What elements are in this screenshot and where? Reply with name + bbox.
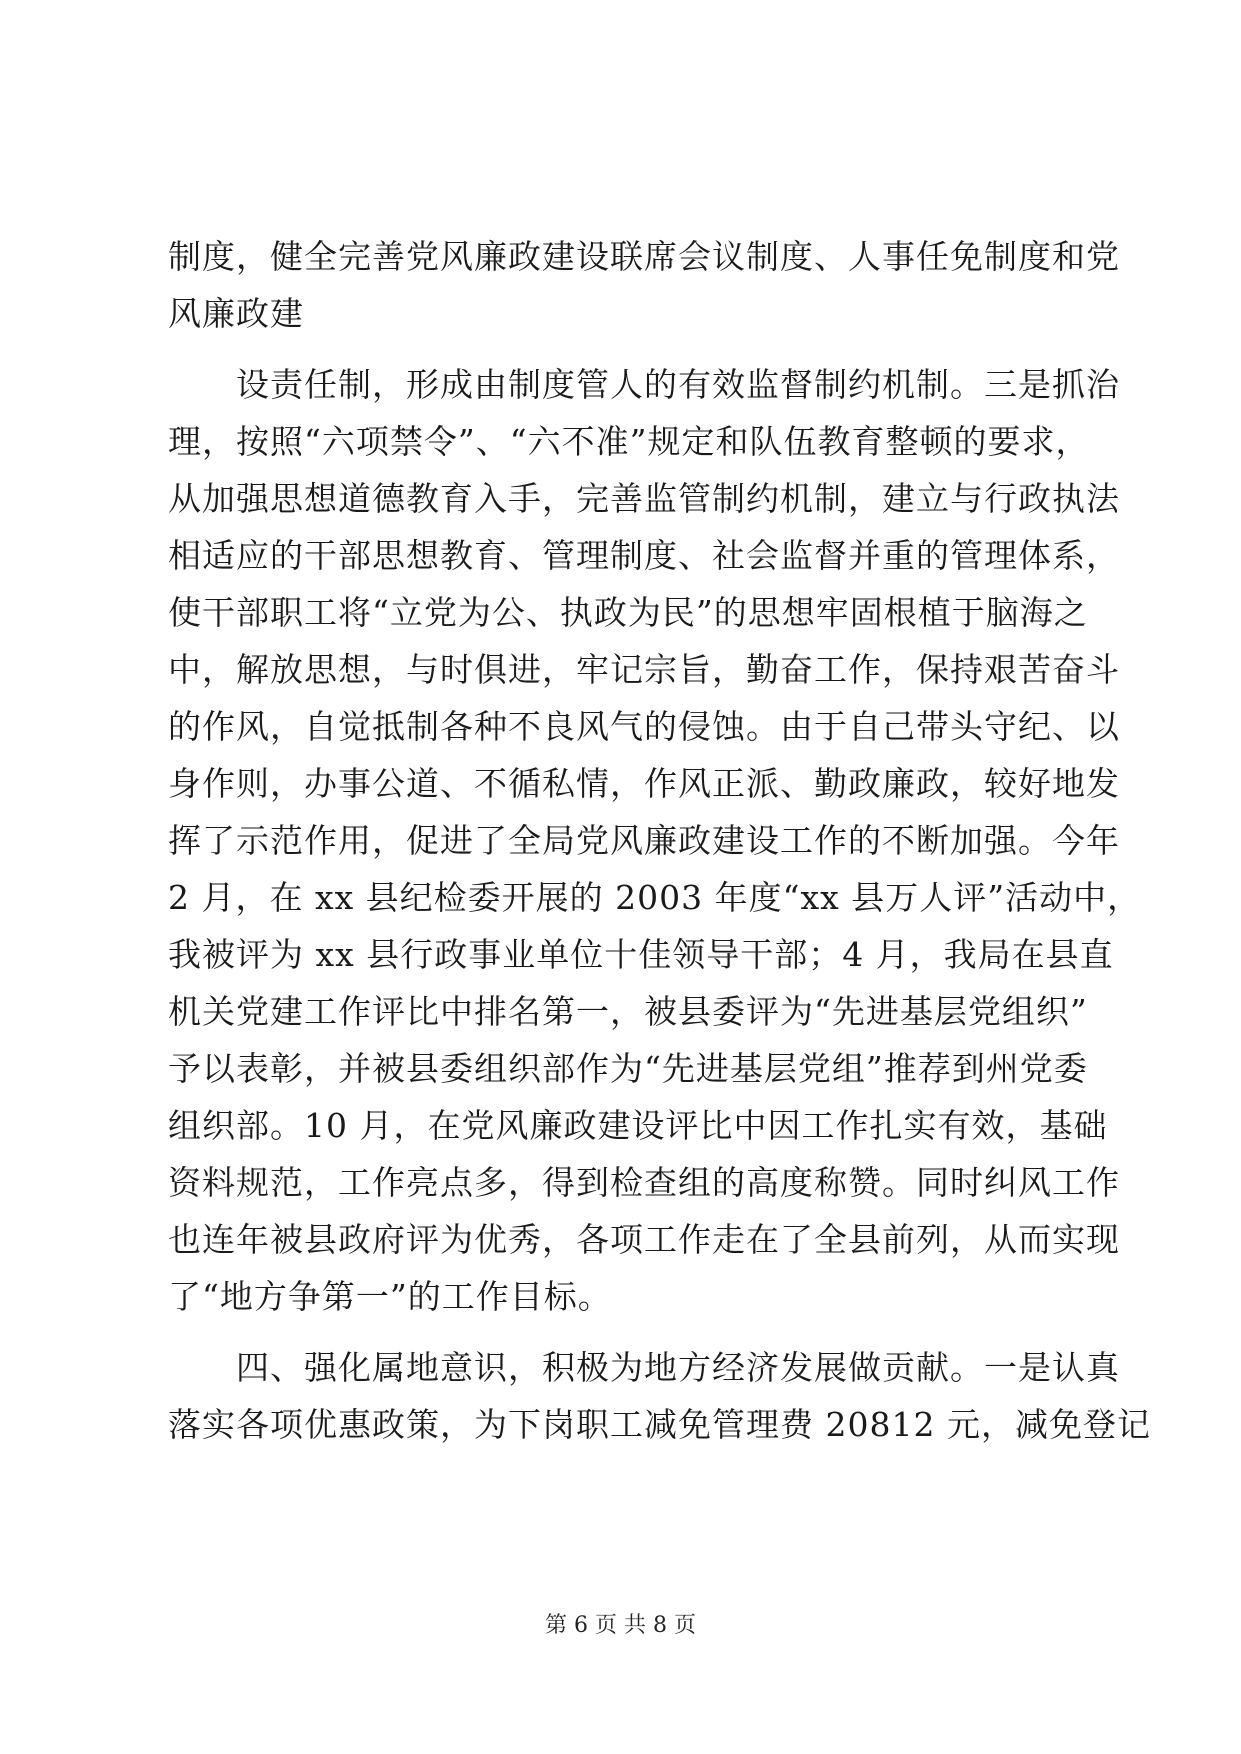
text-line: 中，解放思想，与时俱进，牢记宗旨，勤奋工作，保持艰苦奋斗 xyxy=(168,650,1120,689)
text-line: 落实各项优惠政策，为下岗职工减免管理费 20812 元，减免登记 xyxy=(168,1405,1151,1444)
page-footer xyxy=(0,1608,1241,1639)
text-line: 四、强化属地意识，积极为地方经济发展做贡献。一是认真 xyxy=(168,1348,1120,1387)
page-number: 第 6 页 共 8 页 xyxy=(545,1613,696,1638)
text-line: 风廉政建 xyxy=(168,294,304,333)
text-line: 了“地方争第一”的工作目标。 xyxy=(168,1277,612,1316)
text-line: 我被评为 xx 县行政事业单位十佳领导干部；4 月，我局在县直 xyxy=(168,935,1114,974)
text-line: 身作则，办事公道、不循私情，作风正派、勤政廉政，较好地发 xyxy=(168,764,1120,803)
text-line: 设责任制，形成由制度管人的有效监督制约机制。三是抓治 xyxy=(168,365,1120,404)
body-text xyxy=(168,228,1151,1453)
text-line: 相适应的干部思想教育、管理制度、社会监督并重的管理体系， xyxy=(168,536,1120,575)
text-line: 2 月，在 xx 县纪检委开展的 2003 年度“xx 县万人评”活动中， xyxy=(168,878,1142,917)
text-line: 挥了示范作用，促进了全局党风廉政建设工作的不断加强。今年 xyxy=(168,821,1120,860)
text-line: 组织部。10 月，在党风廉政建设评比中因工作扎实有效，基础 xyxy=(168,1106,1108,1145)
text-line: 予以表彰，并被县委组织部作为“先进基层党组”推荐到州党委 xyxy=(168,1049,1088,1088)
text-line: 的作风，自觉抵制各种不良风气的侵蚀。由于自己带头守纪、以 xyxy=(168,707,1120,746)
paragraph-gap xyxy=(168,342,1088,356)
text-line: 机关党建工作评比中排名第一，被县委评为“先进基层党组织” xyxy=(168,992,1088,1031)
text-line: 也连年被县政府评为优秀，各项工作走在了全县前列，从而实现 xyxy=(168,1220,1120,1259)
text-line: 资料规范，工作亮点多，得到检查组的高度称赞。同时纠风工作 xyxy=(168,1163,1120,1202)
paragraph-gap xyxy=(168,1325,1088,1339)
text-line: 制度，健全完善党风廉政建设联席会议制度、人事任免制度和党 xyxy=(168,237,1120,276)
text-line: 从加强思想道德教育入手，完善监管制约机制，建立与行政执法 xyxy=(168,479,1120,518)
text-line: 使干部职工将“立党为公、执政为民”的思想牢固根植于脑海之 xyxy=(168,593,1088,632)
text-line: 理，按照“六项禁令”、“六不准”规定和队伍教育整顿的要求， xyxy=(168,422,1090,461)
